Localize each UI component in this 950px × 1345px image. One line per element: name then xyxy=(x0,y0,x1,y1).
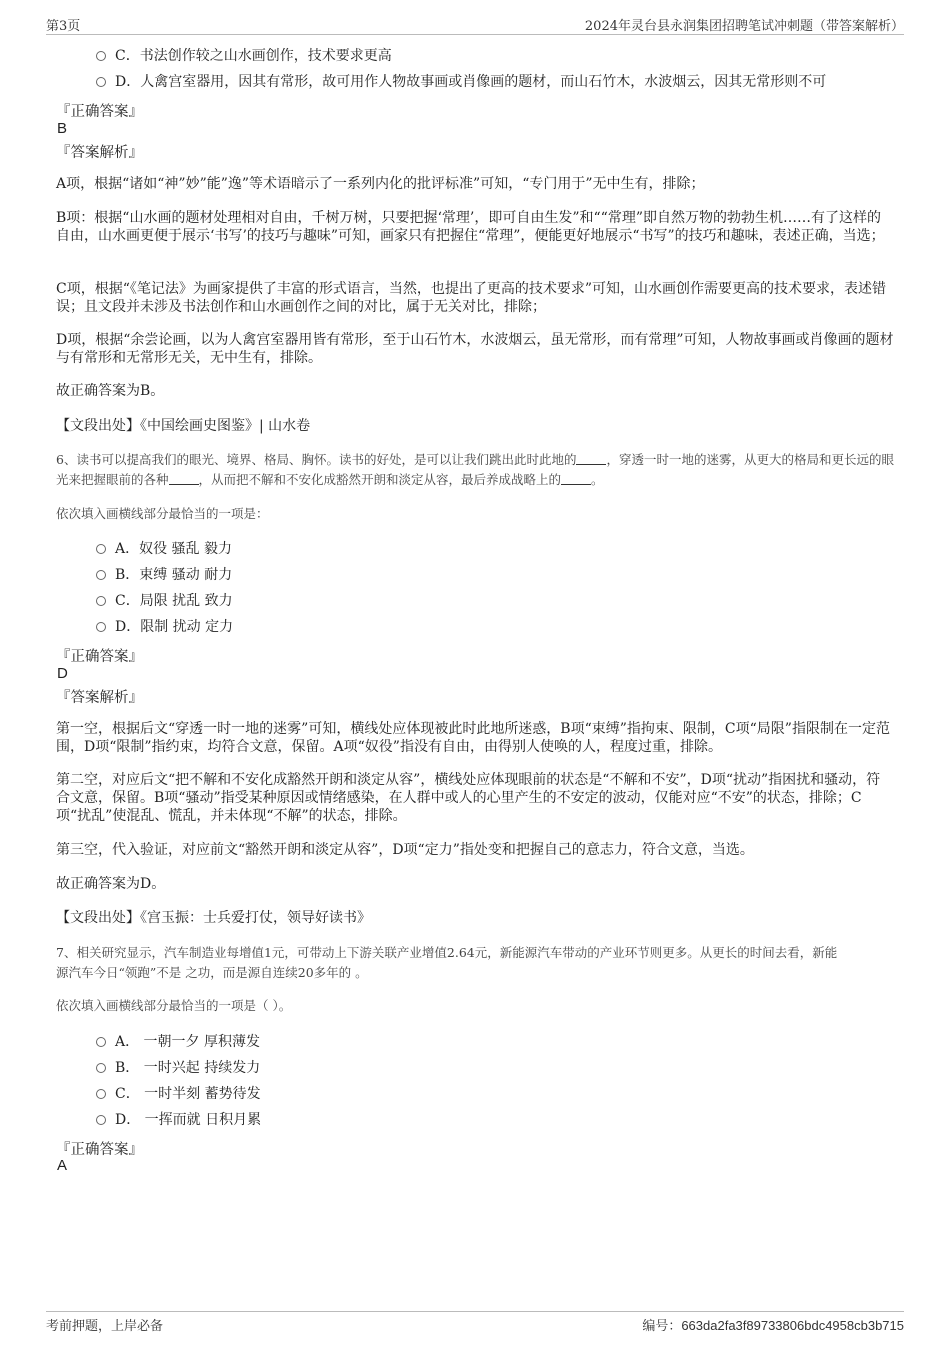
document-title: 2024年灵台县永润集团招聘笔试冲刺题（带答案解析） xyxy=(584,19,904,34)
blank xyxy=(576,452,606,465)
page-footer xyxy=(46,1311,904,1334)
page-number: 第3页 xyxy=(46,19,81,34)
page-header xyxy=(46,14,904,35)
blank xyxy=(169,472,199,485)
analysis-paragraph: 第一空，根据后文“穿透一时一地的迷雾”可知，横线处应体现被此时此地所迷惑，B项“束缚”指拘束、限制，C项“局限”指限制在一定范围，D项“限制”指约束，均符合文意，保留。A项“奴役”指没有自由，由得别人使唤的人，程度过重，排除。 xyxy=(56,721,890,755)
question-prompt: 依次填入画横线部分最恰当的一项是： xyxy=(56,506,269,521)
blank xyxy=(561,472,591,485)
radio-icon[interactable] xyxy=(96,596,106,606)
radio-icon[interactable] xyxy=(96,1063,106,1073)
analysis-paragraph: A项，根据“诸如“神”妙”能”逸”等术语暗示了一系列内化的批评标准”可知，“专门用于”无中生有，排除； xyxy=(56,176,705,192)
question-stem: 7、相关研究显示，汽车制造业每增值1元，可带动上下游关联产业增值2.64元，新能源汽车带动的产业环节则更多。从更长的时间去看，新能 源汽车今日“领跑”不是 之功，而是源自连续20多年的 。 xyxy=(56,945,838,980)
analysis-paragraph: B项：根据“山水画的题材处理相对自由，千树万树，只要把握‘常理’，即可自由生发”和““常理”即自然万物的勃勃生机……有了这样的自由，山水画更便于展示‘书写’的技巧与趣味”可知，画家只有把握住“常理”，便能更好地展示“书写”的技巧和趣味，表述正确，当选； xyxy=(56,210,885,244)
footer-slogan: 考前押题，上岸必备 xyxy=(46,1319,164,1334)
answer-label: 『正确答案』 xyxy=(56,1142,143,1158)
radio-icon[interactable] xyxy=(96,77,106,87)
radio-icon[interactable] xyxy=(96,1037,106,1047)
option-c[interactable]: C．局限 扰乱 致力 xyxy=(96,591,233,611)
source-citation: 【文段出处】《中国绘画史图鉴》| 山水卷 xyxy=(56,418,311,434)
radio-icon[interactable] xyxy=(96,544,106,554)
analysis-paragraph: C项，根据“《笔记法》为画家提供了丰富的形式语言，当然，也提出了更高的技术要求”可知，山水画创作需要更高的技术要求，表述错误；且文段并未涉及书法创作和山水画创作之间的对比，属于无关对比，排除； xyxy=(56,281,887,315)
question-stem: 6、读书可以提高我们的眼光、境界、格局、胸怀。读书的好处，是可以让我们跳出此时此地的 ，穿透一时一地的迷雾，从更大的格局和更长远的眼光来把握眼前的各种 ，从而把不解和不安化成豁然开朗和淡定从容，最后养成战略上的 。 xyxy=(56,452,894,487)
option-d[interactable]: D．限制 扰动 定力 xyxy=(96,617,233,637)
conclusion: 故正确答案为B。 xyxy=(56,383,165,399)
radio-icon[interactable] xyxy=(96,570,106,580)
answer-value: B xyxy=(57,120,68,137)
source-citation: 【文段出处】《宫玉振：士兵爱打仗，领导好读书》 xyxy=(56,910,371,926)
analysis-paragraph: 第二空，对应后文“把不解和不安化成豁然开朗和淡定从容”，横线处应体现眼前的状态是“不解和不安”，D项“扰动”指困扰和骚动，符合文意，保留。B项“骚动”指受某种原因或情绪感染，在人群中或人的心里产生的不安定的波动，仅能对应“不安”的状态，排除；C项“扰乱”使混乱、慌乱，并未体现“不解”的状态，排除。 xyxy=(56,772,881,824)
conclusion: 故正确答案为D。 xyxy=(56,876,166,892)
document-code: 编号：663da2fa3f89733806bdc4958cb3b715 xyxy=(642,1318,904,1334)
option-c[interactable]: C． 一时半刻 蓄势待发 xyxy=(96,1084,261,1104)
option-b[interactable]: B． 一时兴起 持续发力 xyxy=(96,1058,260,1078)
answer-value: D xyxy=(57,665,68,682)
radio-icon[interactable] xyxy=(96,622,106,632)
option-b[interactable]: B．束缚 骚动 耐力 xyxy=(96,565,232,585)
radio-icon[interactable] xyxy=(96,1115,106,1125)
radio-icon[interactable] xyxy=(96,1089,106,1099)
analysis-paragraph: D项，根据“余尝论画，以为人禽宫室器用皆有常形，至于山石竹木，水波烟云，虽无常形，而有常理”可知，人物故事画或肖像画的题材与有常形和无常形无关，无中生有，排除。 xyxy=(56,332,894,366)
analysis-label: 『答案解析』 xyxy=(56,690,143,706)
option-a[interactable]: A．奴役 骚乱 毅力 xyxy=(96,539,232,559)
analysis-paragraph: 第三空，代入验证，对应前文“豁然开朗和淡定从容”，D项“定力”指处变和把握自己的意志力，符合文意，当选。 xyxy=(56,842,754,858)
answer-label: 『正确答案』 xyxy=(56,104,143,120)
question-prompt: 依次填入画横线部分最恰当的一项是（ ）。 xyxy=(56,998,292,1013)
radio-icon[interactable] xyxy=(96,51,106,61)
answer-value: A xyxy=(57,1157,68,1174)
answer-label: 『正确答案』 xyxy=(56,649,143,665)
option-d[interactable]: D． 一挥而就 日积月累 xyxy=(96,1110,261,1130)
analysis-label: 『答案解析』 xyxy=(56,145,143,161)
option-a[interactable]: A． 一朝一夕 厚积薄发 xyxy=(96,1032,260,1052)
option-d[interactable]: D．人禽宫室器用，因其有常形，故可用作人物故事画或肖像画的题材，而山石竹木，水波烟云，因其无常形则不可 xyxy=(96,72,826,92)
option-c[interactable]: C．书法创作较之山水画创作，技术要求更高 xyxy=(96,46,392,66)
